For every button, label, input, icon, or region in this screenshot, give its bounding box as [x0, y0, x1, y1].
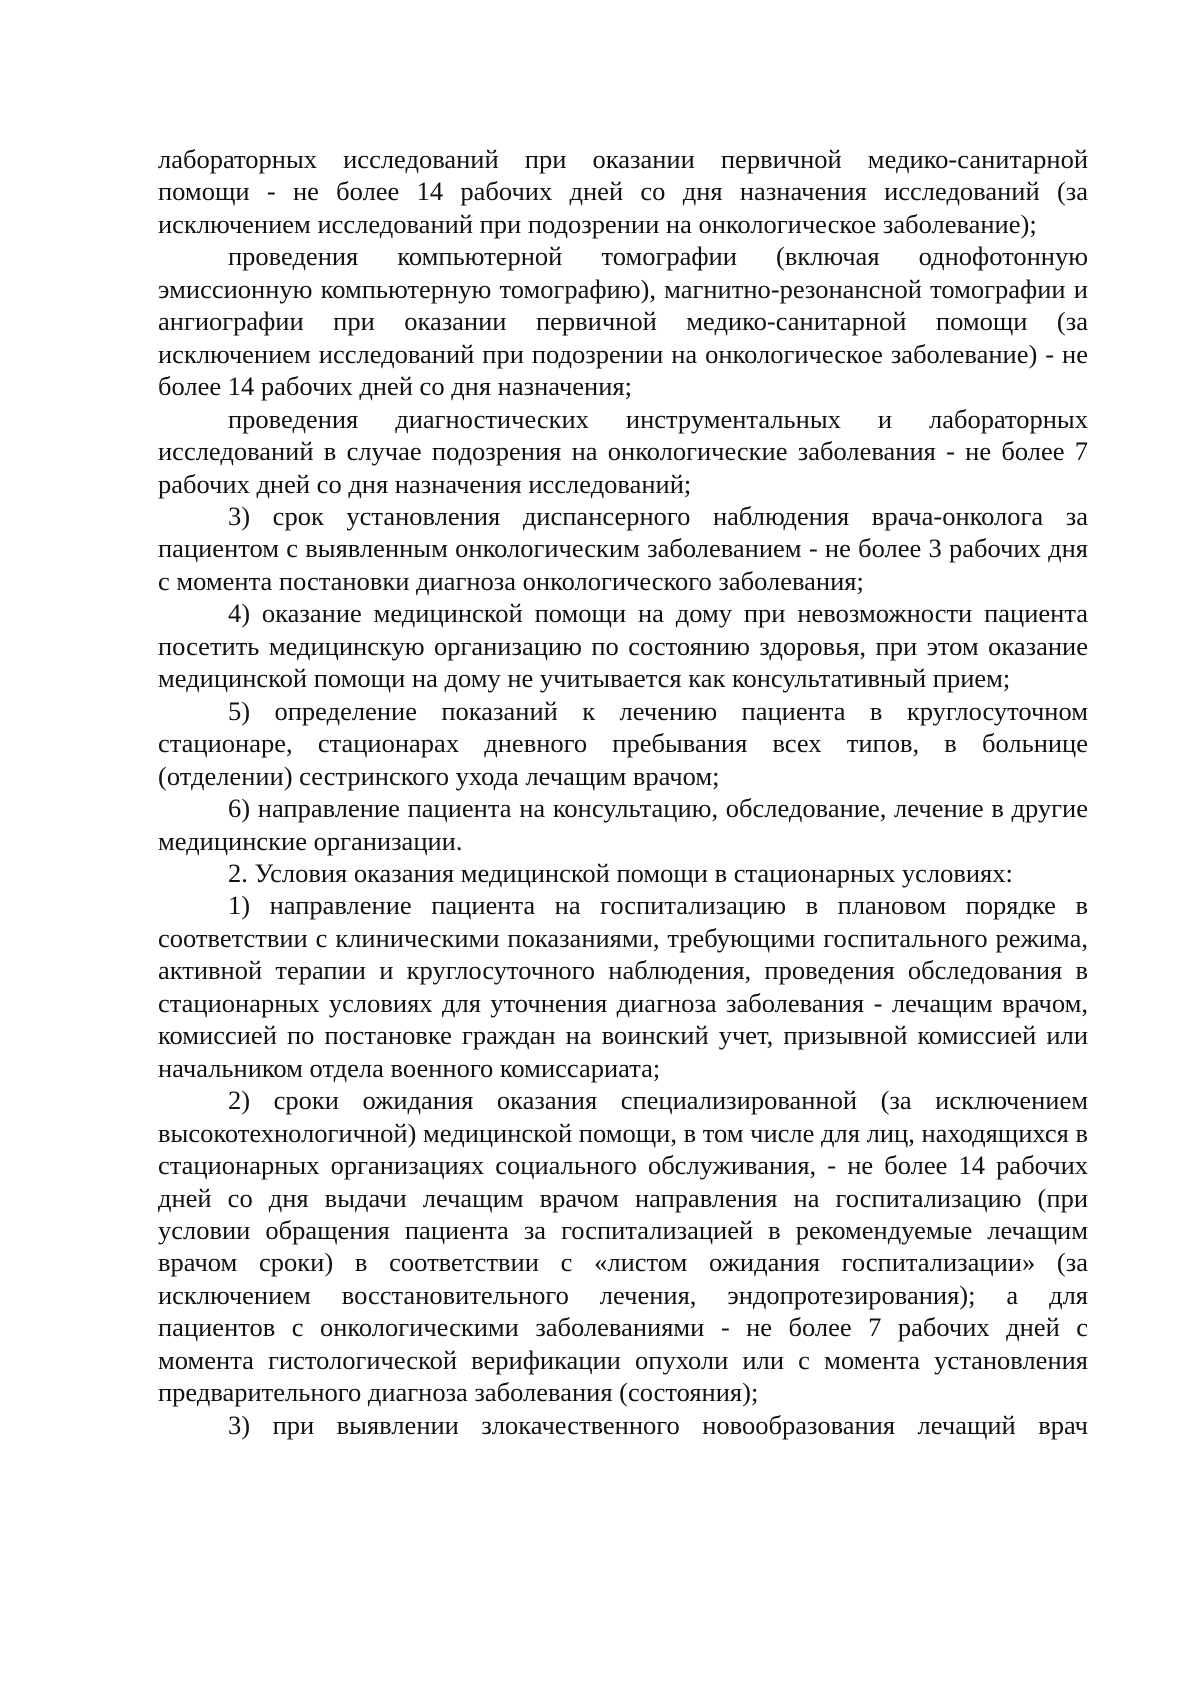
paragraph-ct-mri: проведения компьютерной томографии (включая однофотонную эмиссионную компьютерную томографию), магнитно-резонансной томографии и ангиографии при оказании первичной медико-санитарной помощи (за исключением исследований при подозрении на онкологическое заболевание) - не более 14 рабочих дней со дня назначения; — [158, 241, 1088, 402]
paragraph-lab-tests-continuation: лабораторных исследований при оказании первичной медико-санитарной помощи - не более 14 рабочих дней со дня назначения исследований (за исключением исследований при подозрении на онкологическое заболевание); — [158, 144, 1088, 239]
paragraph-inpatient-item-2: 2) сроки ожидания оказания специализированной (за исключением высокотехнологичной) медицинской помощи, в том числе для лиц, находящихся в стационарных организациях социального обслуживания, - не более 14 рабочих дней со дня выдачи лечащим врачом направления на госпитализацию (при условии обращения пациента за госпитализацией в рекомендуемые лечащим врачом сроки) в соответствии с «листом ожидания госпитализации» (за исключением восстановительного лечения, эндопротезирования); а для пациентов с онкологическими заболеваниями - не более 7 рабочих дней с момента гистологической верификации опухоли или с момента установления предварительного диагноза заболевания (состояния); — [158, 1085, 1088, 1408]
paragraph-item-5-indications: 5) определение показаний к лечению пациента в круглосуточном стационаре, стационарах дневного пребывания всех типов, в больнице (отделении) сестринского ухода лечащим врачом; — [158, 695, 1088, 791]
paragraph-item-6-referral: 6) направление пациента на консультацию, обследование, лечение в другие медицинские организации. — [158, 793, 1088, 856]
section-heading-inpatient: 2. Условия оказания медицинской помощи в стационарных условиях: — [228, 857, 1013, 888]
document-body — [158, 143, 1088, 1441]
paragraph-item-4-home-care: 4) оказание медицинской помощи на дому при невозможности пациента посетить медицинскую организацию по состоянию здоровья, при этом оказание медицинской помощи на дому не учитывается как консультативный прием; — [158, 598, 1088, 694]
paragraph-inpatient-item-1: 1) направление пациента на госпитализацию в плановом порядке в соответствии с клиническими показаниями, требующими госпитального режима, активной терапии и круглосуточного наблюдения, проведения обследования в стационарных условиях для уточнения диагноза заболевания - лечащим врачом, комиссией по постановке граждан на воинский учет, призывной комиссией или начальником отдела военного комиссариата; — [158, 890, 1088, 1083]
paragraph-inpatient-item-3: 3) при выявлении злокачественного новообразования лечащий врач — [228, 1409, 1088, 1440]
paragraph-item-3-dispensary: 3) срок установления диспансерного наблюдения врача-онколога за пациентом с выявленным онкологическим заболеванием - не более 3 рабочих дня с момента постановки диагноза онкологического заболевания; — [158, 500, 1088, 596]
paragraph-oncology-diagnostics: проведения диагностических инструментальных и лабораторных исследований в случае подозрения на онкологические заболевания - не более 7 рабочих дней со дня назначения исследований; — [158, 403, 1088, 499]
